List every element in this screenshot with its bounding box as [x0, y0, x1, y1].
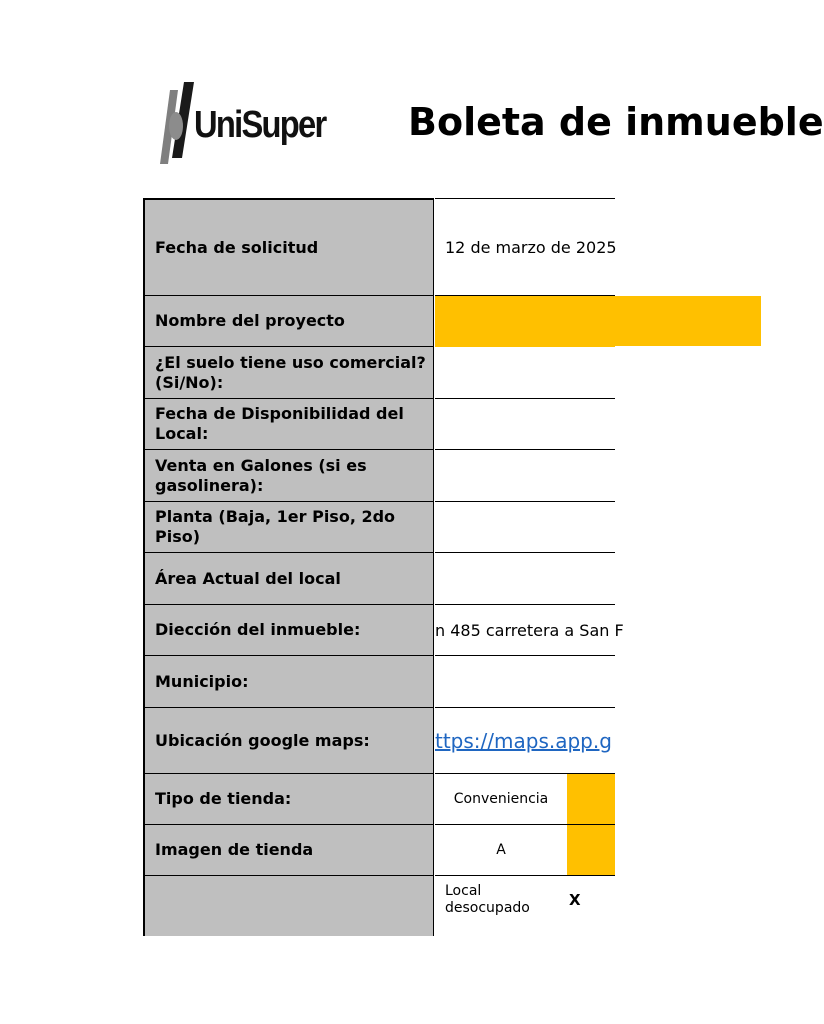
page-title-container [408, 100, 824, 160]
row-uso-comercial [143, 347, 615, 399]
row-ubicacion [143, 708, 615, 774]
field-label: Diección del inmueble: [143, 605, 434, 656]
row-tipo-tienda [143, 774, 615, 825]
page-title: Boleta de inmueble [408, 100, 824, 144]
field-label [143, 876, 434, 936]
field-label: Imagen de tienda [143, 825, 434, 876]
planta-field[interactable] [435, 502, 615, 553]
imagen-tienda-marker [567, 825, 615, 876]
nombre-proyecto-field[interactable] [435, 296, 615, 347]
row-imagen-tienda [143, 825, 615, 876]
row-municipio [143, 656, 615, 708]
row-planta [143, 502, 615, 553]
field-label: Nombre del proyecto [143, 296, 434, 347]
field-label: Área Actual del local [143, 553, 434, 605]
uso-comercial-field[interactable] [435, 347, 615, 399]
unisuper-logo [160, 82, 332, 166]
field-label: Tipo de tienda: [143, 774, 434, 825]
local-desocupado-option[interactable]: Local desocupado [445, 883, 530, 916]
row-nombre-proyecto [143, 296, 615, 347]
field-label: Fecha de solicitud [143, 198, 434, 296]
row-direccion [143, 605, 624, 656]
ubicacion-cell [435, 708, 615, 774]
area-actual-field[interactable] [435, 553, 615, 605]
row-venta-galones [143, 450, 615, 502]
field-label: Ubicación google maps: [143, 708, 434, 774]
property-form [143, 198, 624, 928]
field-label: Fecha de Disponibilidad del Local: [143, 399, 434, 450]
row-estado-local [143, 876, 615, 936]
municipio-field[interactable] [435, 656, 615, 708]
tipo-tienda-value[interactable]: Conveniencia [435, 774, 567, 825]
google-maps-link[interactable]: ttps://maps.app.g [435, 728, 612, 753]
row-area-actual [143, 553, 615, 605]
field-label: Municipio: [143, 656, 434, 708]
field-label: Venta en Galones (si es gasolinera): [143, 450, 434, 502]
local-desocupado-mark[interactable]: X [569, 891, 581, 909]
fecha-solicitud-value[interactable]: 12 de marzo de 2025 [435, 198, 615, 296]
imagen-tienda-value[interactable]: A [435, 825, 567, 876]
field-label: Planta (Baja, 1er Piso, 2do Piso) [143, 502, 434, 553]
row-fecha-disponibilidad [143, 399, 615, 450]
venta-galones-field[interactable] [435, 450, 615, 502]
fecha-disponibilidad-field[interactable] [435, 399, 615, 450]
tipo-tienda-marker [567, 774, 615, 825]
logo-wordmark: UniSuper [194, 104, 326, 146]
field-label: ¿El suelo tiene uso comercial? (Si/No): [143, 347, 434, 399]
row-fecha-solicitud [143, 198, 615, 296]
direccion-value[interactable]: n 485 carretera a San F [435, 605, 615, 656]
